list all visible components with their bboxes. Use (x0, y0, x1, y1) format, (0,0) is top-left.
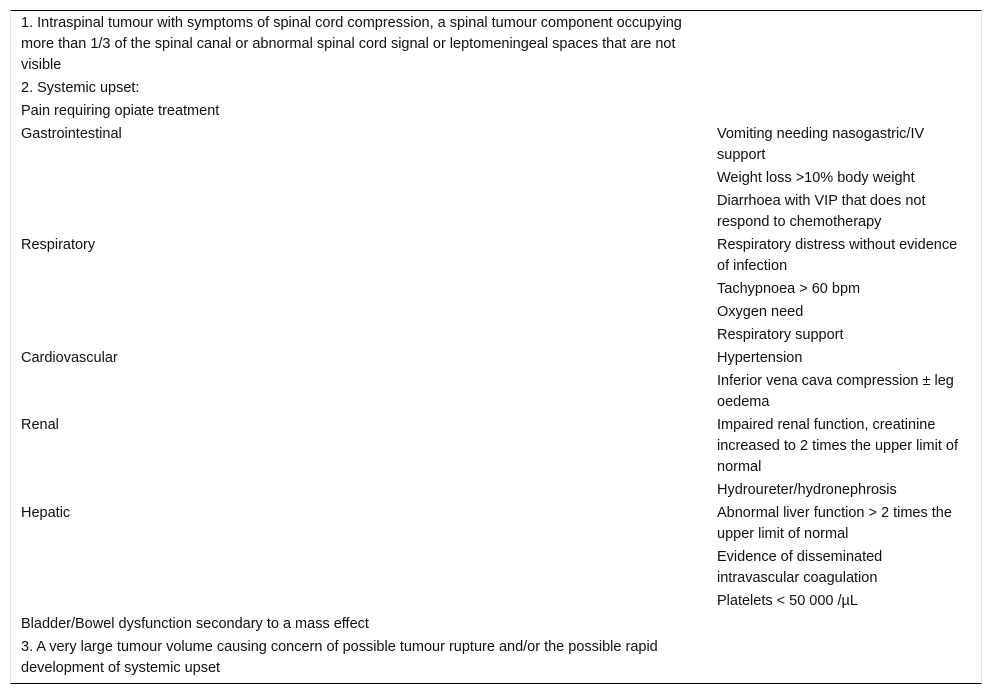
row-detail: Tachypnoea > 60 bpm (717, 281, 861, 297)
table-row (11, 415, 983, 480)
row-criterion (11, 480, 707, 503)
row-detail: Respiratory distress without evidence of infection (717, 237, 958, 274)
row-detail: Impaired renal function, creatinine increased to 2 times the upper limit of normal (717, 417, 958, 475)
table-row (11, 348, 983, 371)
table-row (11, 614, 983, 637)
table-row (11, 191, 983, 235)
row-detail (707, 78, 983, 101)
table-row (11, 168, 983, 191)
row-criterion (11, 168, 707, 191)
row-detail: Abnormal liver function > 2 times the upper limit of normal (717, 505, 952, 542)
table-row (11, 637, 983, 681)
row-criterion: Bladder/Bowel dysfunction secondary to a mass effect (21, 616, 369, 632)
table-row (11, 591, 983, 614)
table-row (11, 480, 983, 503)
row-criterion: Pain requiring opiate treatment (21, 103, 220, 119)
row-detail (707, 614, 983, 637)
row-criterion: 1. Intraspinal tumour with symptoms of spinal cord compression, a spinal tumour component occupying more than 1/3 of the spinal canal or abnormal spinal cord signal or leptomeningeal spaces that are not visible (21, 15, 682, 73)
row-detail: Oxygen need (717, 304, 804, 320)
row-criterion (11, 191, 707, 235)
row-detail: Inferior vena cava compression ± leg oedema (717, 373, 954, 410)
row-detail: Diarrhoea with VIP that does not respond to chemotherapy (717, 193, 926, 230)
row-criterion (11, 302, 707, 325)
table-row (11, 279, 983, 302)
row-criterion: 2. Systemic upset: (21, 80, 140, 96)
row-detail: Respiratory support (717, 327, 844, 343)
row-detail: Hydroureter/hydronephrosis (717, 482, 897, 498)
row-criterion: Gastrointestinal (21, 126, 122, 142)
row-criterion (11, 279, 707, 302)
table-row (11, 124, 983, 168)
row-detail: Platelets < 50 000 /µL (717, 593, 858, 609)
criteria-table-grid (11, 13, 983, 681)
row-detail (707, 101, 983, 124)
row-criterion (11, 325, 707, 348)
row-detail: Vomiting needing nasogastric/IV support (717, 126, 925, 163)
criteria-table (10, 10, 982, 684)
row-criterion (11, 591, 707, 614)
row-criterion: 3. A very large tumour volume causing concern of possible tumour rupture and/or the possible rapid development of systemic upset (21, 639, 658, 676)
row-criterion: Respiratory (21, 237, 96, 253)
table-row (11, 13, 983, 78)
row-criterion (11, 371, 707, 415)
table-row (11, 78, 983, 101)
table-row (11, 302, 983, 325)
table-row (11, 371, 983, 415)
table-row (11, 235, 983, 279)
table-row (11, 101, 983, 124)
row-detail: Evidence of disseminated intravascular coagulation (717, 549, 883, 586)
table-row (11, 325, 983, 348)
row-criterion: Cardiovascular (21, 350, 118, 366)
table-row (11, 503, 983, 547)
row-criterion: Renal (21, 417, 59, 433)
table-row (11, 547, 983, 591)
row-detail: Hypertension (717, 350, 803, 366)
row-detail (707, 13, 983, 78)
row-detail (707, 637, 983, 681)
row-criterion (11, 547, 707, 591)
row-criterion: Hepatic (21, 505, 71, 521)
row-detail: Weight loss >10% body weight (717, 170, 915, 186)
